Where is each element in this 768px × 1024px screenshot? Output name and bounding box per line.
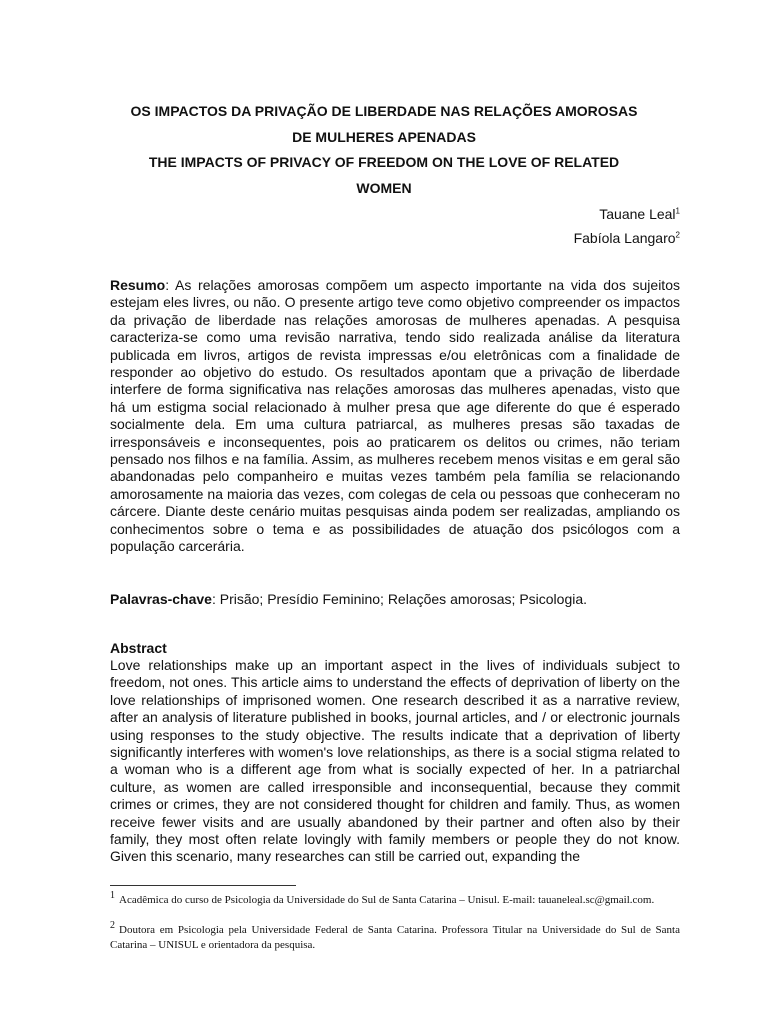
keywords-label: Palavras-chave (110, 591, 212, 607)
keywords-text: : Prisão; Presídio Feminino; Relações amorosas; Psicologia. (211, 591, 588, 607)
author-1-footnote-mark: 1 (675, 206, 680, 216)
keywords-line (110, 590, 680, 608)
footnote-2-text: Doutora em Psicologia pela Universidade Federal de Santa Catarina. Professora Titular na Universidade do Sul de Santa Catarina – UNISUL e orientadora da pesquisa. (110, 924, 680, 951)
title-english-line-2: WOMEN (356, 180, 412, 196)
title-english-line-1: THE IMPACTS OF PRIVACY OF FREEDOM ON THE LOVE OF RELATED (148, 154, 620, 170)
author-2 (574, 228, 680, 248)
footnote-1-number: 1 (110, 890, 115, 902)
title-portuguese-line-1: OS IMPACTOS DA PRIVAÇÃO DE LIBERDADE NAS RELAÇÕES AMOROSAS (130, 103, 638, 119)
author-1 (599, 204, 680, 224)
footnote-2-number: 2 (110, 920, 115, 932)
footnote-2 (110, 920, 680, 953)
abstract-paragraph: Love relationships make up an important aspect in the lives of individuals subject to freedom, not ones. This article aims to understand the effects of deprivation of liberty on the love relationships of imprisoned women. One research described it as a narrative review, after an analysis of literature published in books, journal articles, and / or electronic journals using responses to the study objective. The results indicate that a deprivation of liberty significantly interferes with women's love relationships, as there is a social stigma related to a woman who is a different age from what is socially expected of her. In a patriarchal culture, as women are called irresponsible and inconsequential, because they commit crimes or crimes, they are not considered thought for children and family. Thus, as women receive fewer visits and are usually abandoned by their partner and often also by their family, they most often relate lovingly with family members or people they do not know. Given this scenario, many researches can still be carried out, expanding the (110, 657, 680, 865)
resumo-paragraph (110, 277, 680, 556)
abstract-heading: Abstract (110, 640, 167, 656)
author-2-name: Fabíola Langaro (573, 230, 676, 246)
footnote-1-text: Acadêmica do curso de Psicologia da Universidade do Sul de Santa Catarina – Unisul. E-mail: tauaneleal.sc@gmail.com. (119, 894, 655, 906)
footnote-separator (110, 885, 296, 886)
footnote-1 (110, 890, 680, 908)
resumo-text: : As relações amorosas compõem um aspecto importante na vida dos sujeitos estejam eles livres, ou não. O presente artigo teve como objetivo compreender os impactos da privação de liberdade nas relações amorosas de mulheres apenadas. A pesquisa caracteriza-se como uma revisão narrativa, tendo sido realizada análise da literatura publicada em livros, artigos de revista impressas e/ou eletrônicas com a finalidade de responder ao objetivo do estudo. Os resultados apontam que a privação de liberdade interfere de forma significativa nas relações amorosas das mulheres apenadas, visto que há um estigma social relacionado à mulher presa que age diferente do que é esperado socialmente dela. Em uma cultura patriarcal, as mulheres presas são taxadas de irresponsáveis e inconsequentes, pois ao praticarem os delitos ou crimes, não teriam pensado nos filhos e na família. Assim, as mulheres recebem menos visitas e em geral são abandonadas pelo companheiro e muitas vezes também pela família se relacionando amorosamente na maioria das vezes, com colegas de cela ou pessoas que conheceram no cárcere. Diante deste cenário muitas pesquisas ainda podem ser realizadas, ampliando os conhecimentos sobre o tema e as possibilidades de atuação dos psicólogos com a população carcerária. (110, 277, 680, 555)
author-2-footnote-mark: 2 (675, 230, 680, 240)
author-1-name: Tauane Leal (599, 206, 676, 222)
title-portuguese-line-2: DE MULHERES APENADAS (292, 129, 476, 145)
resumo-label: Resumo (110, 277, 166, 293)
